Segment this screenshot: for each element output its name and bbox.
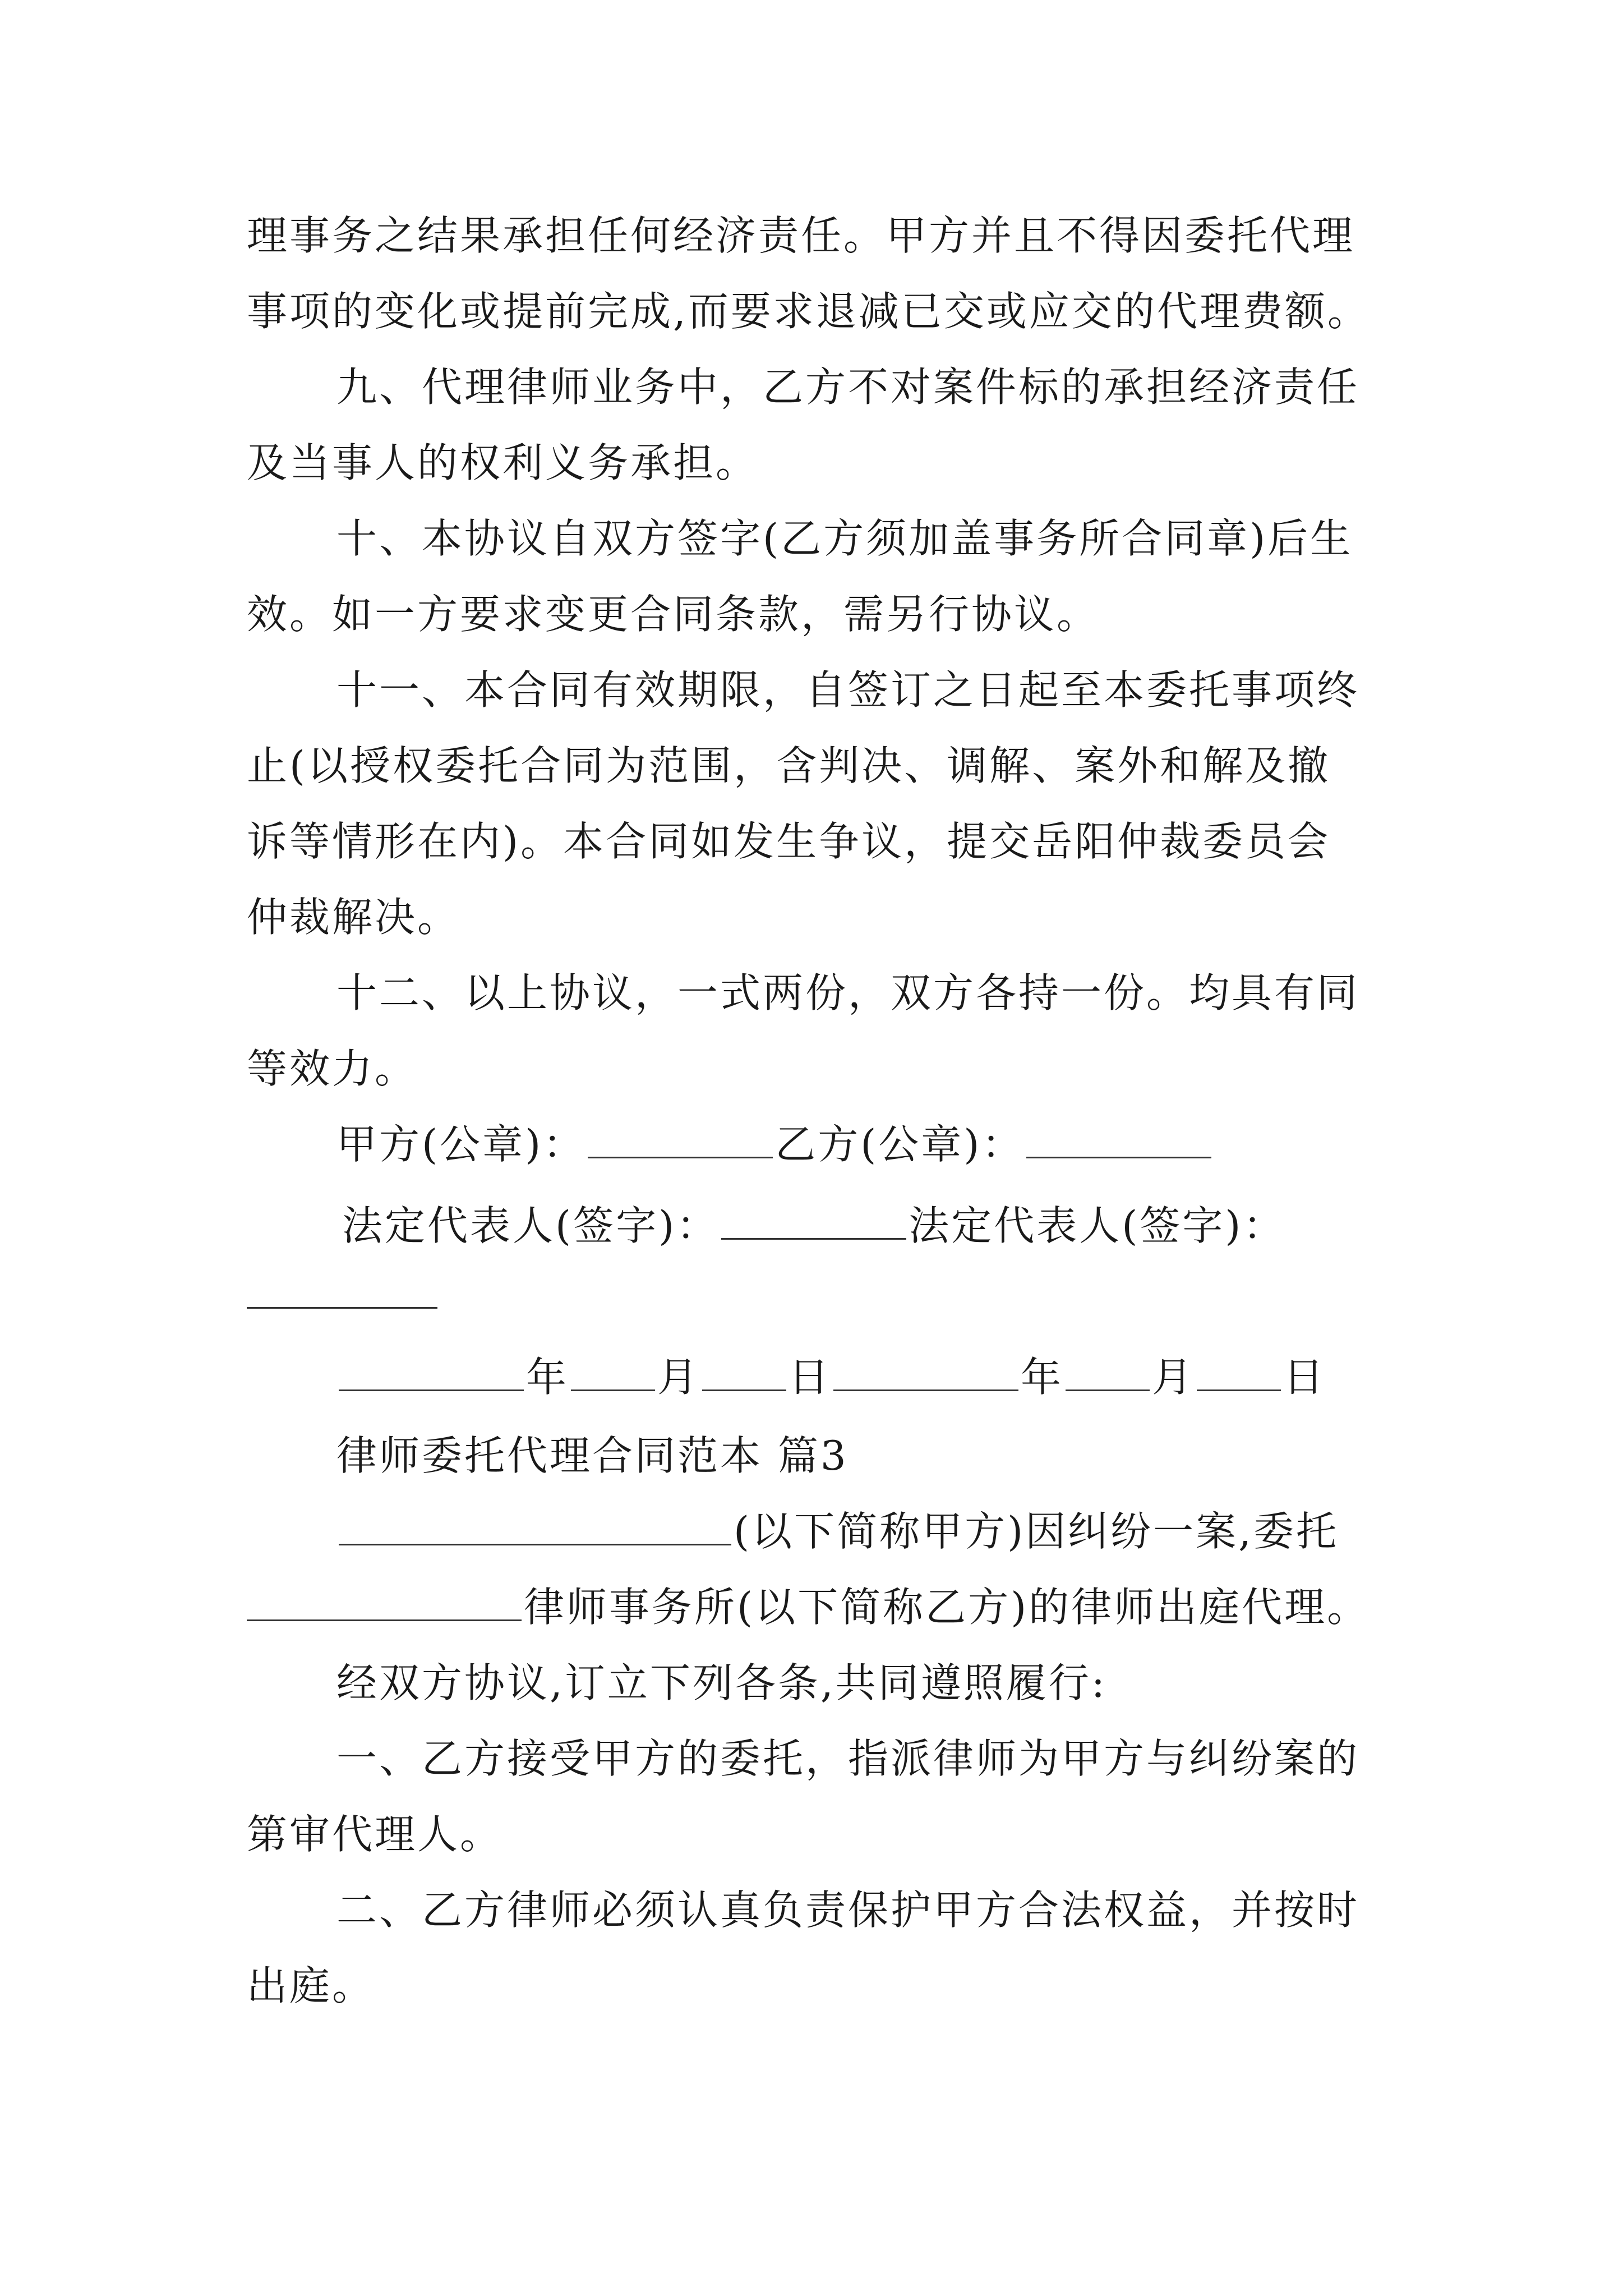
- law-firm-blank[interactable]: [247, 1584, 522, 1621]
- clause-2: 二、乙方律师必须认真负责保护甲方合法权益，并按时: [336, 1887, 1360, 1934]
- clause-10: 十、本协议自双方签字(乙方须加盖事务所合同章)后生: [336, 515, 1353, 562]
- rep-a-label: 法定代表人(签字)：: [342, 1202, 720, 1249]
- text-line: 效。如一方要求变更合同条款，需另行协议。: [247, 591, 1100, 638]
- month-a-blank[interactable]: [571, 1354, 655, 1391]
- clause-11: 十一、本合同有效期限，自签订之日起至本委托事项终: [336, 666, 1360, 714]
- text-line: 等效力。: [247, 1045, 418, 1092]
- clause-9: 九、代理律师业务中，乙方不对案件标的承担经济责任: [336, 364, 1360, 411]
- clause-1: 一、乙方接受甲方的委托，指派律师为甲方与纠纷案的: [336, 1735, 1360, 1782]
- clause-12: 十二、以上协议，一式两份，双方各持一份。均具有同: [336, 969, 1360, 1016]
- section-title: 律师委托代理合同范本 篇3: [336, 1432, 849, 1479]
- year-b-blank[interactable]: [833, 1354, 1018, 1391]
- text-line: 出庭。: [247, 1962, 375, 2009]
- party-a-seal-label: 甲方(公章)：: [336, 1121, 586, 1168]
- text-line: 第审代理人。: [247, 1811, 503, 1858]
- client-name-blank[interactable]: [339, 1508, 731, 1545]
- party-a-seal-blank[interactable]: [588, 1121, 773, 1158]
- text-line: 仲裁解决。: [247, 894, 460, 941]
- date-line: [336, 1349, 1326, 1405]
- rep-b-label: 法定代表人(签字)：: [909, 1202, 1286, 1249]
- year-a-blank[interactable]: [339, 1354, 524, 1391]
- text-line: 理事务之结果承担任何经济责任。甲方并且不得因委托代理: [247, 212, 1355, 259]
- intro-line-b: [247, 1579, 1370, 1635]
- party-b-seal-blank[interactable]: [1026, 1121, 1211, 1158]
- day-a-label: 日: [789, 1354, 832, 1401]
- day-a-blank[interactable]: [702, 1354, 786, 1391]
- day-b-label: 日: [1283, 1354, 1326, 1401]
- day-b-blank[interactable]: [1197, 1354, 1281, 1391]
- representative-signature-line: [342, 1198, 1285, 1254]
- intro-line-a: [336, 1503, 1339, 1559]
- rep-a-blank[interactable]: [721, 1202, 906, 1240]
- party-b-seal-label: 乙方(公章)：: [775, 1121, 1025, 1168]
- month-b-label: 月: [1152, 1354, 1195, 1401]
- text-line: 及当事人的权利义务承担。: [247, 439, 759, 486]
- month-a-label: 月: [657, 1354, 700, 1401]
- text-line: 止(以授权委托合同为范围，含判决、调解、案外和解及撤: [247, 742, 1331, 789]
- rep-b-blank[interactable]: [247, 1307, 437, 1309]
- text-line: 诉等情形在内)。本合同如发生争议，提交岳阳仲裁委员会: [247, 818, 1331, 865]
- seal-signature-line: [336, 1116, 1214, 1172]
- year-b-label: 年: [1021, 1354, 1064, 1401]
- intro-b-text: 律师事务所(以下简称乙方)的律师出庭代理。: [524, 1584, 1370, 1631]
- month-b-blank[interactable]: [1066, 1354, 1150, 1391]
- agreement-intro: 经双方协议,订立下列各条,共同遵照履行:: [336, 1659, 1108, 1706]
- year-a-label: 年: [526, 1354, 569, 1401]
- text-line: 事项的变化或提前完成,而要求退减已交或应交的代理费额。: [247, 288, 1370, 335]
- intro-a-text: (以下简称甲方)因纠纷一案,委托: [734, 1508, 1339, 1555]
